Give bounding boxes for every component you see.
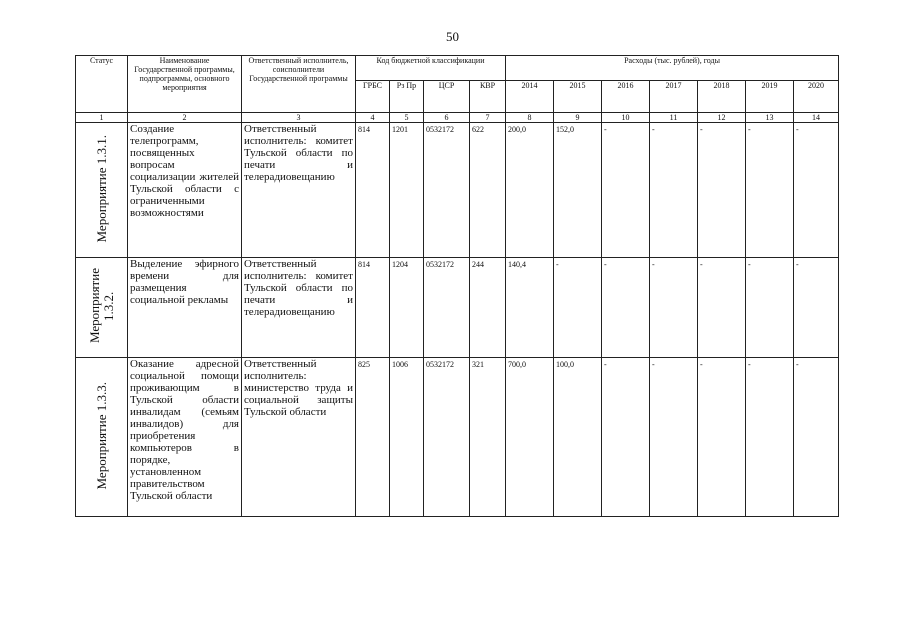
row-amount: - [746,358,794,517]
page-number: 50 [446,29,459,44]
row-amount: 152,0 [554,123,602,258]
row-name: Выделение эфирного времени для размещения социальной рекламы [128,258,242,358]
row-status-text: Мероприятие 1.3.3. [93,381,109,490]
header-year: 2019 [746,81,794,113]
row-status [76,358,128,517]
column-number: 3 [242,113,356,123]
row-amount: - [698,358,746,517]
column-number: 4 [356,113,390,123]
header-year: 2020 [794,81,839,113]
row-code-kvr: 244 [470,258,506,358]
header-year: 2018 [698,81,746,113]
row-amount: 200,0 [506,123,554,258]
header-code-rzpr: Рз Пр [390,81,424,113]
row-amount: 140,4 [506,258,554,358]
header-code-csr: ЦСР [424,81,470,113]
header-year: 2014 [506,81,554,113]
row-amount: - [554,258,602,358]
row-amount: - [650,123,698,258]
table-row [76,258,839,358]
row-amount: - [650,358,698,517]
row-code-grbs: 825 [356,358,390,517]
row-status-text: Мероприятие 1.3.1. [93,134,109,243]
row-amount: 100,0 [554,358,602,517]
column-number: 11 [650,113,698,123]
row-amount: - [794,358,839,517]
row-amount: - [794,258,839,358]
column-number-row [76,113,839,123]
column-number: 2 [128,113,242,123]
row-code-kvr: 321 [470,358,506,517]
header-row-1 [76,56,839,81]
column-number: 5 [390,113,424,123]
header-year: 2017 [650,81,698,113]
row-code-rzpr: 1006 [390,358,424,517]
column-number: 6 [424,113,470,123]
row-amount: - [698,258,746,358]
column-number: 10 [602,113,650,123]
row-code-csr: 0532172 [424,123,470,258]
header-responsible: Ответственный исполнитель, соисполнители Государственной программы [242,56,356,113]
column-number: 14 [794,113,839,123]
row-responsible: Ответственный исполнитель: комитет Тульской области по печати и телерадиовещанию [242,258,356,358]
header-expenses: Расходы (тыс. рублей), годы [506,56,839,81]
table-row [76,358,839,517]
header-code-grbs: ГРБС [356,81,390,113]
table-row [76,123,839,258]
row-code-grbs: 814 [356,258,390,358]
row-code-rzpr: 1204 [390,258,424,358]
row-code-csr: 0532172 [424,358,470,517]
header-code-kvr: КВР [470,81,506,113]
header-year: 2016 [602,81,650,113]
row-code-csr: 0532172 [424,258,470,358]
column-number: 7 [470,113,506,123]
column-number: 9 [554,113,602,123]
header-name: Наименование Государственной программы, подпрограммы, основного мероприятия [128,56,242,113]
row-code-grbs: 814 [356,123,390,258]
column-number: 13 [746,113,794,123]
row-responsible: Ответственный исполнитель: комитет Тульской области по печати и телерадиовещанию [242,123,356,258]
row-name: Создание телепрограмм, посвященных вопросам социализации жителей Тульской области с ограниченными возможностями [128,123,242,258]
row-amount: - [746,258,794,358]
row-status [76,258,128,358]
row-responsible: Ответственный исполнитель: министерство труда и социальной защиты Тульской области [242,358,356,517]
row-code-kvr: 622 [470,123,506,258]
row-code-rzpr: 1201 [390,123,424,258]
column-number: 8 [506,113,554,123]
header-status: Статус [76,56,128,113]
row-status [76,123,128,258]
budget-table [75,55,839,517]
row-amount: - [602,258,650,358]
row-amount: - [650,258,698,358]
row-amount: 700,0 [506,358,554,517]
row-amount: - [794,123,839,258]
header-year: 2015 [554,81,602,113]
column-number: 1 [76,113,128,123]
row-status-text: Мероприятие 1.3.2. [86,268,116,344]
header-budget-code: Код бюджетной классификации [356,56,506,81]
column-number: 12 [698,113,746,123]
row-name: Оказание адресной социальной помощи проживающим в Тульской области инвалидам (семьям инвалидов) для приобретения компьютеров в порядке, установленном правительством Тульской области [128,358,242,517]
row-amount: - [602,358,650,517]
row-amount: - [746,123,794,258]
row-amount: - [602,123,650,258]
row-amount: - [698,123,746,258]
